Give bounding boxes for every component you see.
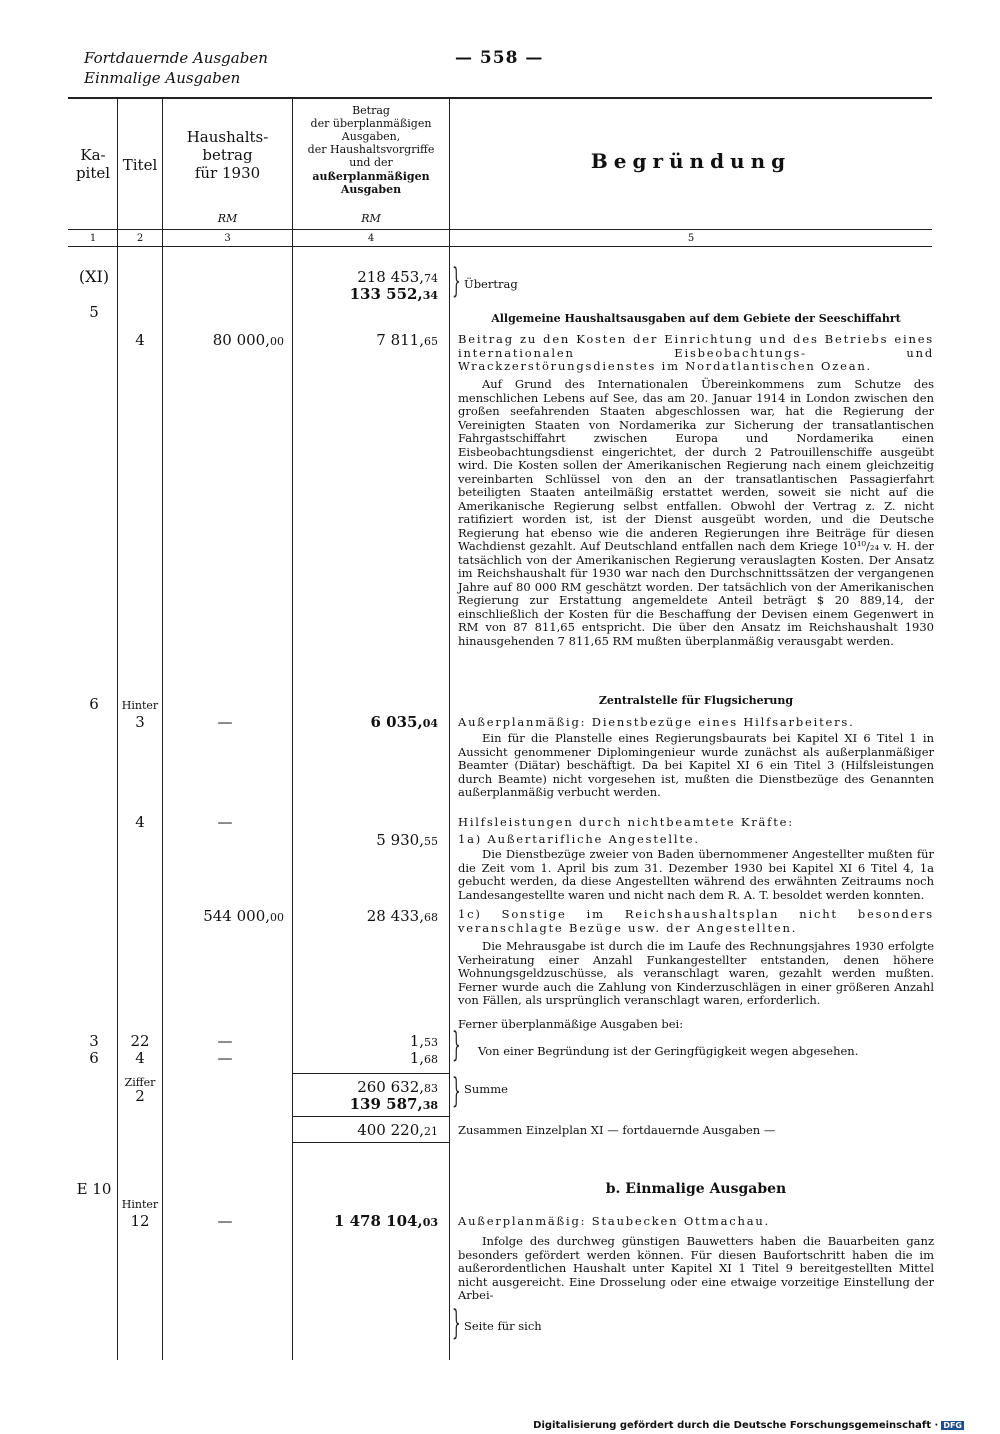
hinter-label: Hinter — [121, 1198, 159, 1211]
brace-icon: } — [452, 261, 461, 301]
col-number: 5 — [687, 233, 695, 244]
kapitel-6: 6 — [89, 695, 99, 713]
col-head-kapitel: Ka- pitel — [75, 146, 111, 182]
table-top-rule — [68, 97, 932, 99]
section-title-einmalige: b. Einmalige Ausgaben — [605, 1181, 787, 1197]
dfg-logo-icon: DFG — [943, 1421, 962, 1430]
dash: — — [217, 713, 233, 731]
ziffer-2: 2 — [135, 1087, 145, 1105]
footer-text: Digitalisierung gefördert durch die Deutsche Forschungsgemeinschaft · — [533, 1420, 939, 1431]
paragraph-body: Ein für die Planstelle eines Regierungsbaurats bei Kapitel XI 6 Titel 1 in Aussicht genommener Diplomingenieur wurde zunächst als außerplanmäßiger Beamter (Diätar) beschäftigt. Da bei Kapitel XI 6 ein Titel 3 (Hilfsleistungen durch Beamte) nicht vorgesehen ist, mußten die Dienstbezüge des Genannten außerplanmäßig verbucht werden. — [458, 731, 934, 799]
titel-22: 22 — [130, 1032, 150, 1050]
sub-heading-1c: 1c) Sonstige im Reichshaushaltsplan nicht besonders veranschlagte Bezüge usw. der Angestellten. — [458, 907, 934, 935]
paragraph-heading: Hilfsleistungen durch nichtbeamtete Kräfte: — [458, 815, 794, 829]
header-line-1: Fortdauernde Ausgaben — [84, 49, 268, 67]
overspend-value-5930: 5 930,55 — [376, 831, 438, 849]
kapitel-xi: (XI) — [78, 267, 110, 286]
brace-icon: } — [452, 1071, 461, 1111]
running-header — [84, 48, 268, 88]
overspend-value-1-68: 1,68 — [409, 1049, 438, 1067]
paragraph-body: Von einer Begründung ist der Geringfügigkeit wegen abgesehen. — [478, 1044, 859, 1058]
titel-4: 4 — [135, 813, 145, 831]
col-number: 1 — [89, 233, 97, 244]
sum-label: Summe — [464, 1082, 508, 1096]
col-number: 3 — [224, 233, 231, 244]
col-head-begruendung: Begründung — [590, 149, 792, 173]
col-divider-4 — [449, 98, 450, 1360]
col-number: 2 — [136, 233, 144, 244]
sum-value-2: 139 587,38 — [349, 1095, 438, 1113]
paragraph-heading: Außerplanmäßig: Dienstbezüge eines Hilfsarbeiters. — [458, 715, 855, 729]
kapitel-6: 6 — [89, 1049, 99, 1067]
hinter-label: Hinter — [121, 699, 159, 712]
digitization-credit — [533, 1420, 964, 1431]
paragraph-heading: Außerplanmäßig: Staubecken Ottmachau. — [458, 1214, 771, 1228]
col-head-haushaltsbetrag: Haushalts- betrag für 1930 — [186, 128, 269, 182]
col-head-betrag: Betrag der überplanmäßigen Ausgaben, der Haushaltsvorgriffe und der — [307, 104, 435, 169]
total-value: 400 220,21 — [357, 1121, 438, 1139]
col-head-unit-4: RM — [361, 212, 381, 225]
dash: — — [217, 1049, 233, 1067]
paragraph-body: Die Dienstbezüge zweier von Baden übernommener Angestellter mußten für die Zeit vom 1. April bis zum 31. Dezember 1930 bei Kapitel XI 6 Titel 4, 1a gebucht werden, da diese Angestellten während des erwähnten Zeitraums noch Landesangestellte waren und nicht nach dem R. A. T. besoldet werden konnten. — [458, 847, 934, 902]
total-rule — [292, 1116, 449, 1117]
dash: — — [217, 1212, 233, 1230]
paragraph-body: Infolge des durchweg günstigen Bauwetters haben die Bauarbeiten ganz besonders gefördert werden können. Für diesen Baufortschritt haben die im außerordentlichen Haushalt unter Kapitel XI 1 Titel 9 bereitgestellten Mittel nicht ausgereicht. Eine Drosselung oder eine etwaige vorzeitige Einstellung der Arbei- — [458, 1234, 934, 1302]
header-rule-2 — [68, 246, 932, 247]
col-divider-2 — [162, 98, 163, 1360]
kapitel-e10: E 10 — [76, 1180, 112, 1198]
header-line-2: Einmalige Ausgaben — [84, 69, 241, 87]
overspend-value-1478104: 1 478 104,03 — [333, 1212, 438, 1230]
overspend-value-28433: 28 433,68 — [366, 907, 438, 925]
paragraph-heading: Ferner überplanmäßige Ausgaben bei: — [458, 1017, 684, 1031]
paragraph-body: Auf Grund des Internationalen Übereinkommens zum Schutze des menschlichen Lebens auf See, das am 20. Januar 1914 in London zwischen den großen seefahrenden Staaten abgeschlossen war, hat die Regierung der Vereinigten Staaten von Nordamerika zur Sicherung der transatlantischen Fahrgastschiffahrt zwischen Europa und Nordamerika einen Eisbeobachtungsdienst eingerichtet, der durch 2 Patrouillenschiffe ausgeübt wird. Die Kosten sollen der Amerikanischen Regierung nach einem gleichzeitig vereinbarten Schlüssel von den an der transatlantischen Passagierfahrt beteiligten Staaten anteilmäßig erstattet werden, soweit sie nicht auf die Amerikanische Regierung selbst entfallen. Obwohl der Vertrag z. Z. nicht ratifiziert worden ist, ist der Dienst ausgeübt worden, und die Deutsche Regierung hat ebenso wie die anderen Regierungen ihre Beiträge für diesen Wachdienst gezahlt. Auf Deutschland entfallen nach dem Kriege 10¹⁰/₂₄ v. H. der tatsächlich von der Amerikanischen Regierung verauslagten Kosten. Der Ansatz im Reichshaushalt für 1930 war nach den Durchschnittssätzen der vergangenen Jahre auf 80 000 RM geschätzt worden. Der tatsächlich von der Amerikanischen Regierung zur Erstattung angemeldete Anteil beträgt $ 20 889,14, der einschließlich der Kosten für die Beschaffung der Devisen einem Gegenwert in RM von 87 811,65 entspricht. Die über den Ansatz im Reichshaushalt 1930 hinausgehenden 7 811,65 RM mußten überplanmäßig verausgabt werden. — [458, 377, 934, 648]
overspend-value-1-53: 1,53 — [409, 1032, 438, 1050]
brace-icon: } — [452, 1303, 461, 1343]
page-number: — 558 — — [455, 48, 544, 68]
overspend-value-7811: 7 811,65 — [376, 331, 438, 349]
kapitel-3: 3 — [89, 1032, 99, 1050]
col-head-betrag-bold: außerplanmäßigen Ausgaben — [312, 170, 430, 196]
overspend-value-6035: 6 035,04 — [370, 713, 438, 731]
budget-amount-80000: 80 000,00 — [212, 331, 284, 349]
col-head-unit-3: RM — [217, 212, 238, 225]
titel-3: 3 — [135, 713, 145, 731]
ziffer-label: Ziffer — [124, 1076, 156, 1089]
col-divider-3 — [292, 98, 293, 1360]
sub-heading-1a: 1a) Außertarifliche Angestellte. — [458, 832, 700, 846]
side-label: Seite für sich — [464, 1319, 542, 1333]
budget-amount-544000: 544 000,00 — [203, 907, 284, 925]
paragraph-heading: Beitrag zu den Kosten der Einrichtung und des Betriebs eines internationalen Eisbeobachtungs- und Wrackzerstörungsdienstes im Nordatlantischen Ozean. — [458, 332, 934, 373]
section-title-flugsicherung: Zentralstelle für Flugsicherung — [598, 694, 794, 707]
sum-value-1: 260 632,83 — [357, 1078, 438, 1096]
total-bottom-rule — [292, 1142, 449, 1143]
dash: — — [217, 1032, 233, 1050]
titel-4: 4 — [135, 331, 145, 349]
dash: — — [217, 813, 233, 831]
section-title-seeschiffahrt: Allgemeine Haushaltsausgaben auf dem Gebiete der Seeschiffahrt — [491, 312, 901, 325]
carry-value-2: 133 552,34 — [349, 285, 438, 303]
col-number: 4 — [367, 233, 375, 244]
carry-value-1: 218 453,74 — [357, 268, 438, 286]
sum-rule — [292, 1073, 449, 1074]
col-head-titel: Titel — [122, 156, 158, 174]
carry-label: Übertrag — [464, 277, 518, 291]
kapitel-5: 5 — [89, 303, 99, 321]
titel-4: 4 — [135, 1049, 145, 1067]
header-rule-1 — [68, 229, 932, 230]
titel-12: 12 — [130, 1212, 150, 1230]
paragraph-body: Die Mehrausgabe ist durch die im Laufe des Rechnungsjahres 1930 erfolgte Verheiratung einer Anzahl Funkangestellter entstanden, denen höhere Wohnungsgeldzuschüsse, als veranschlagt waren, gezahlt werden mußten. Ferner wurde auch die Zahlung von Kinderzuschlägen in einer größeren Anzahl von Fällen, als ursprünglich veranschlagt waren, erforderlich. — [458, 939, 934, 1007]
total-label: Zusammen Einzelplan XI — fortdauernde Ausgaben — — [458, 1123, 776, 1137]
brace-icon: } — [452, 1025, 461, 1065]
